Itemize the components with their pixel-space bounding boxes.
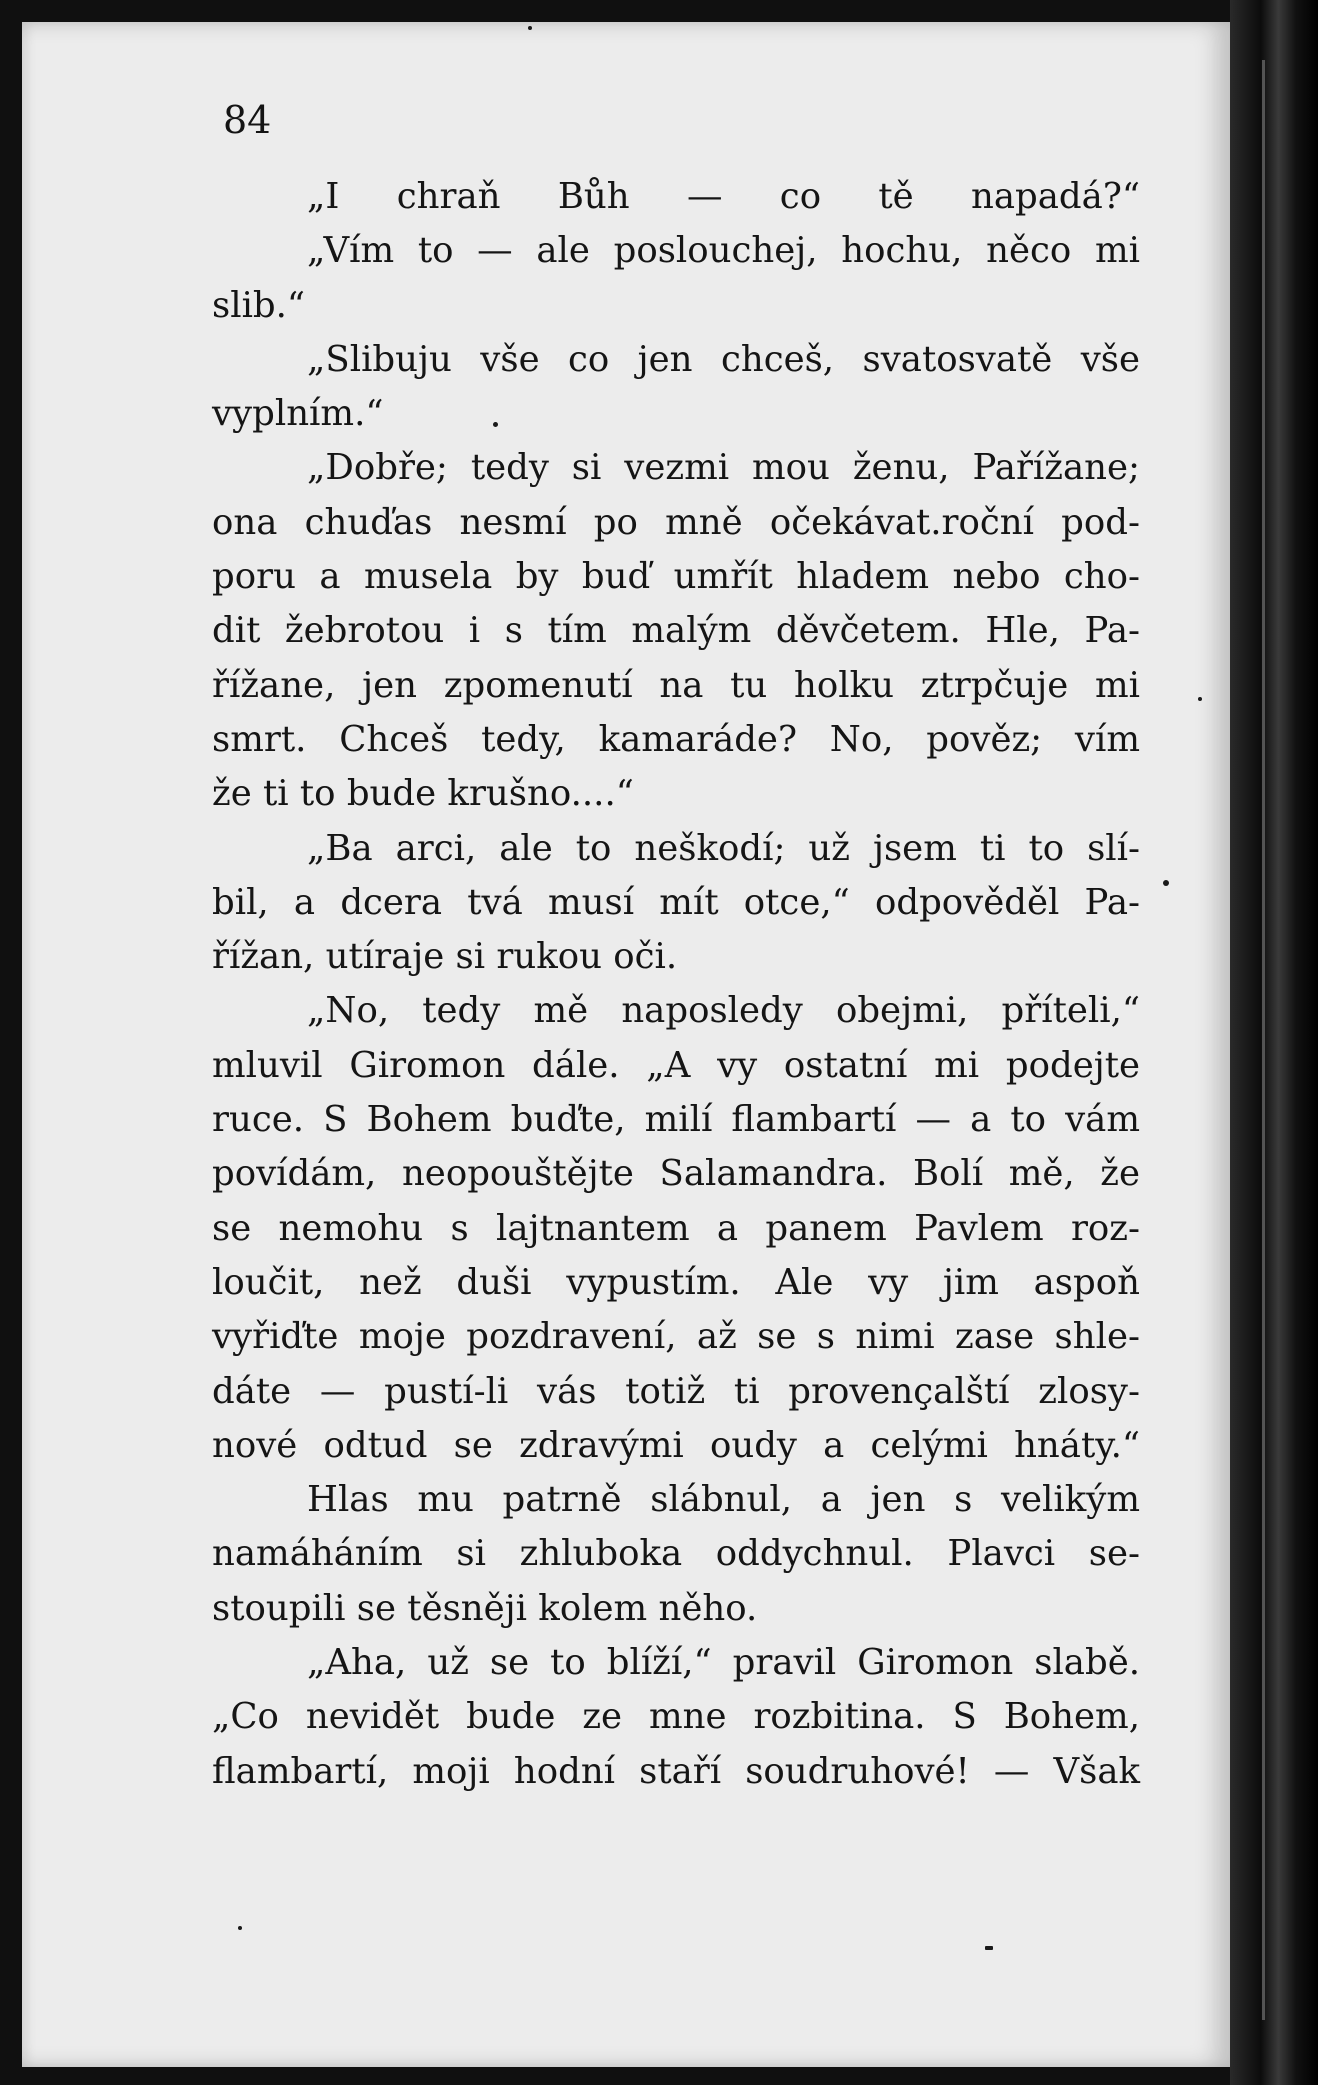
text-line: ona chuďas nesmí po mně očekávat.roční pod- xyxy=(212,501,1140,543)
text-line: „I chraň Bůh — co tě napadá?“ xyxy=(307,176,1140,217)
dust-speck xyxy=(528,26,532,30)
text-line: že ti to bude krušno....“ xyxy=(212,773,634,815)
text-line: dáte — pustí-li vás totiž ti provençalští zlosy- xyxy=(212,1370,1140,1412)
dust-speck xyxy=(1163,880,1169,886)
text-line: „Vím to — ale poslouchej, hochu, něco mi xyxy=(307,230,1140,272)
text-line: Hlas mu patrně slábnul, a jen s velikým xyxy=(307,1479,1140,1521)
body-text xyxy=(212,170,1140,1799)
text-line: vyplním.“ xyxy=(212,393,384,435)
dust-speck xyxy=(985,1946,993,1950)
text-line: namáháním si zhluboka oddychnul. Plavci se- xyxy=(212,1533,1140,1575)
page-edge-line xyxy=(1262,60,1265,2020)
text-line: poru a musela by buď umřít hladem nebo cho- xyxy=(212,556,1140,598)
text-line: řížane, jen zpomenutí na tu holku ztrpčuje mi xyxy=(212,664,1140,706)
dust-speck xyxy=(1198,697,1202,701)
dust-speck xyxy=(238,1926,242,1930)
text-line: slib.“ xyxy=(212,284,306,326)
text-line: smrt. Chceš tedy, kamaráde? No, pověz; vím xyxy=(212,718,1140,760)
text-line: ruce. S Bohem buďte, milí flambartí — a to vám xyxy=(212,1099,1140,1141)
text-line: „Ba arci, ale to neškodí; už jsem ti to slí- xyxy=(307,827,1140,869)
text-line: „Dobře; tedy si vezmi mou ženu, Pařížane; xyxy=(307,447,1140,489)
text-line: flambartí, moji hodní staří soudruhové! — Však xyxy=(212,1750,1140,1792)
text-line: mluvil Giromon dále. „A vy ostatní mi podejte xyxy=(212,1044,1140,1086)
text-line: stoupili se těsněji kolem něho. xyxy=(212,1587,758,1629)
text-line: „No, tedy mě naposledy obejmi, příteli,“ xyxy=(307,990,1140,1032)
text-line: dit žebrotou i s tím malým děvčetem. Hle, Pa- xyxy=(212,610,1140,652)
text-line: povídám, neopouštějte Salamandra. Bolí mě, že xyxy=(212,1153,1140,1195)
text-line: řížan, utíraje si rukou oči. xyxy=(212,936,678,978)
text-line: vyřiďte moje pozdravení, až se s nimi zase shle- xyxy=(212,1316,1140,1358)
book-edge xyxy=(1230,0,1318,2085)
text-line: se nemohu s lajtnantem a panem Pavlem roz- xyxy=(212,1207,1140,1249)
text-line: „Slibuju vše co jen chceš, svatosvatě vše xyxy=(307,338,1140,380)
text-line: nové odtud se zdravými oudy a celými hnáty.“ xyxy=(212,1424,1140,1466)
text-line: „Aha, už se to blíží,“ pravil Giromon slabě. xyxy=(307,1642,1140,1684)
text-line: „Co nevidět bude ze mne rozbitina. S Bohem, xyxy=(212,1696,1140,1738)
page-number: 84 xyxy=(223,98,272,142)
text-line: loučit, než duši vypustím. Ale vy jim aspoň xyxy=(212,1261,1140,1303)
text-line: bil, a dcera tvá musí mít otce,“ odpověděl Pa- xyxy=(212,881,1140,923)
